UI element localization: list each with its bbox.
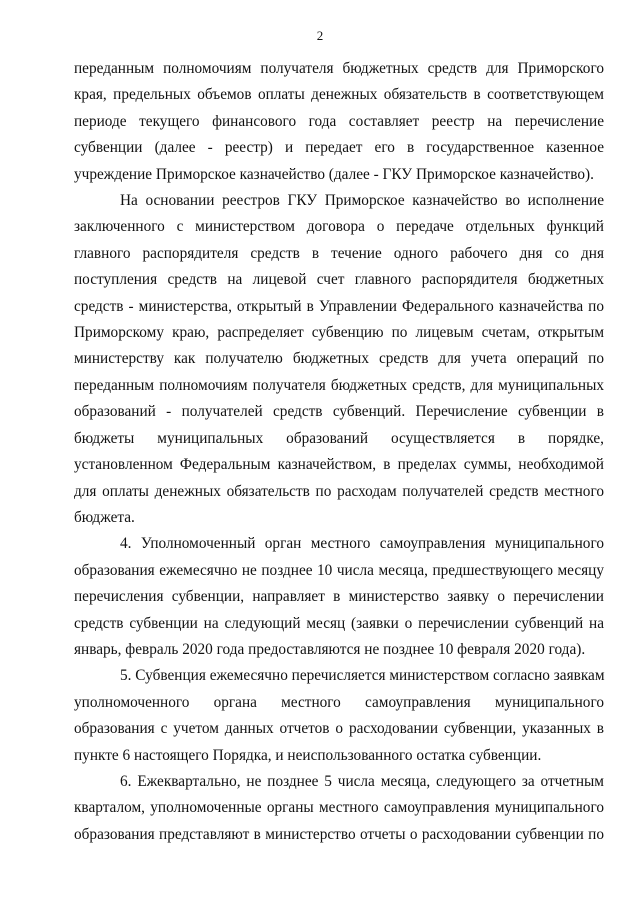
paragraph-continuation [74,56,604,188]
document-body [74,56,604,848]
text-line: бюджета. [74,508,135,526]
text-line: для оплаты денежных обязательств по расходам получателей средств местного [74,482,604,500]
text-line: 6. Ежеквартально, не позднее 5 числа месяца, следующего за отчетным [120,772,604,790]
text-line: образования ежемесячно не позднее 10 числа месяца, предшествующего месяцу [74,561,604,579]
text-line: министерству как получателю бюджетных средств для учета операций по [74,350,604,368]
text-line: кварталом, уполномоченные органы местного самоуправления муниципального [74,799,604,817]
text-line: средств субвенции на следующий месяц (заявки о перечислении субвенций на [74,614,604,632]
text-line: переданным полномочиям получателя бюджетных средств, для муниципальных [74,376,604,394]
text-line: образования с учетом данных отчетов о расходовании субвенции, указанных в [74,720,604,738]
text-line: январь, февраль 2020 года предоставляются не позднее 10 февраля 2020 года). [74,640,586,658]
text-line: учреждение Приморское казначейство (далее - ГКУ Приморское казначейство). [74,165,594,183]
text-line: уполномоченного органа местного самоуправления муниципального [74,693,604,711]
text-line: установленном Федеральным казначейством, в пределах суммы, необходимой [74,456,604,474]
text-line: главного распорядителя средств в течение одного рабочего дня со дня [74,244,604,262]
text-line: пункте 6 настоящего Порядка, и неиспользованного остатка субвенции. [74,746,542,764]
text-line: 5. Субвенция ежемесячно перечисляется министерством согласно заявкам [120,667,605,685]
text-line: переданным полномочиям получателя бюджетных средств для Приморского [74,60,604,77]
text-line: Приморскому краю, распределяет субвенцию по лицевым счетам, открытым [74,324,604,342]
text-line: заключенного с министерством договора о передаче отдельных функций [74,218,604,236]
text-line: края, предельных объемов оплаты денежных обязательств в соответствующем [74,86,604,104]
text-line: 4. Уполномоченный орган местного самоуправления муниципального [120,535,604,553]
text-line: средств - министерства, открытый в Управлении Федерального казначейства по [74,297,604,315]
text-line: периоде текущего финансового года составляет реестр на перечисление [74,112,604,130]
paragraph-item-4 [74,531,604,663]
text-line: поступления средств на лицевой счет главного распорядителя бюджетных [74,271,604,289]
text-line: образования представляют в министерство отчеты о расходовании субвенции по [74,825,604,843]
paragraph-registry-distribution [74,188,604,531]
text-line: бюджеты муниципальных образований осуществляется в порядке, [74,429,604,447]
paragraph-item-6 [74,769,604,848]
paragraph-item-5 [74,663,604,769]
text-line: образований - получателей средств субвенций. Перечисление субвенции в [74,403,604,421]
text-line: На основании реестров ГКУ Приморское казначейство во исполнение [120,192,604,210]
page-number: 2 [316,28,324,43]
text-line: перечисления субвенции, направляет в министерство заявку о перечислении [74,588,604,606]
text-line: субвенции (далее - реестр) и передает его в государственное казенное [74,139,604,157]
